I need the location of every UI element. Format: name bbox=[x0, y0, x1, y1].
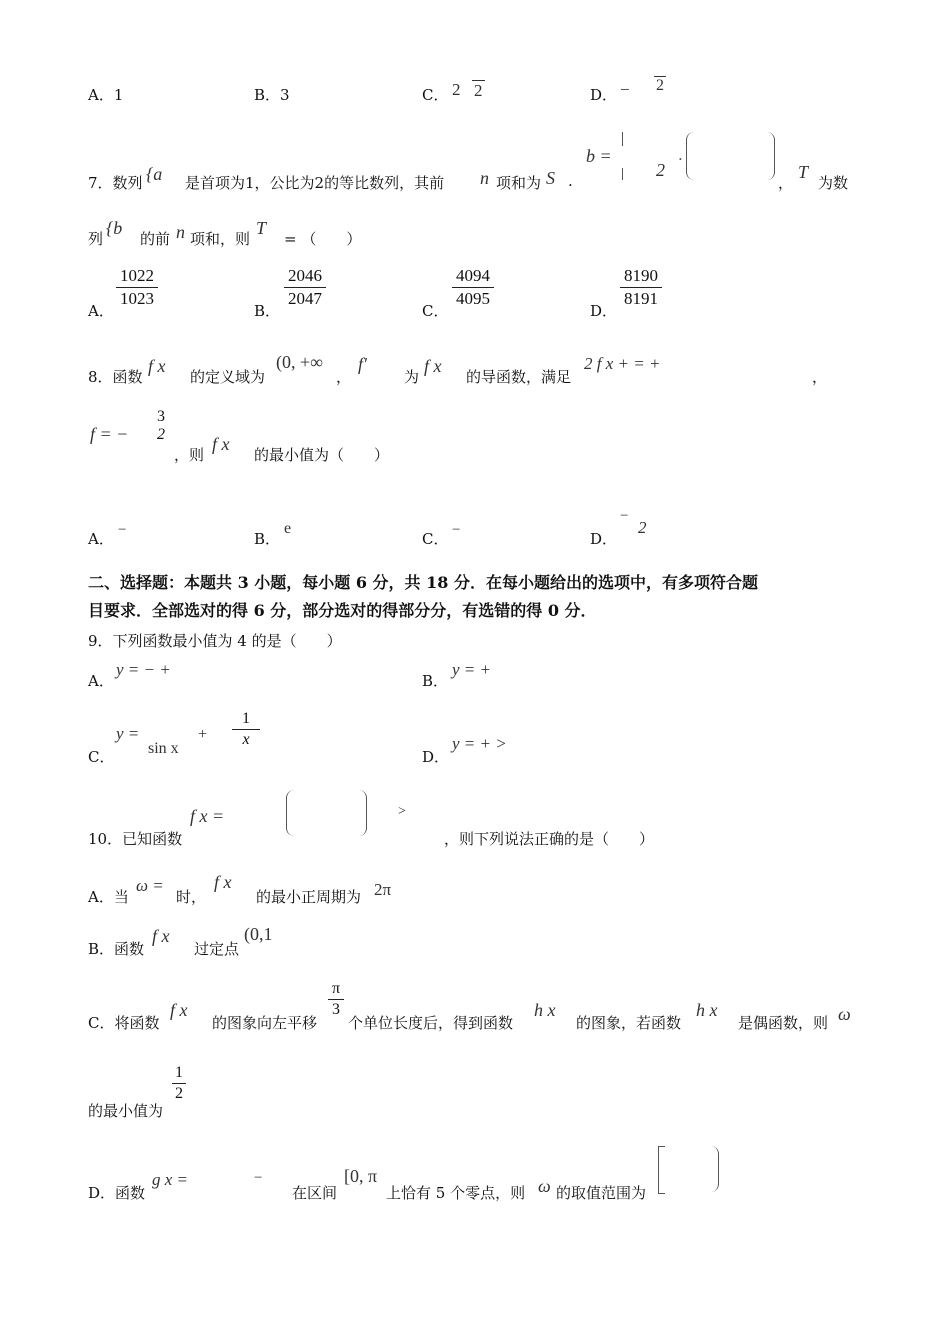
q10-c-label: C．将函数 bbox=[88, 1014, 160, 1032]
q10-lead: 10．已知函数 bbox=[88, 830, 183, 848]
q9-option-b-label: B． bbox=[422, 672, 449, 690]
q10-a-label: A．当 bbox=[88, 888, 129, 906]
q7-option-b-denominator: 2047 bbox=[288, 289, 322, 308]
fraction-bar bbox=[328, 999, 344, 1000]
q7-eq-paren: = （ ） bbox=[284, 230, 362, 248]
q7-option-c-label: C． bbox=[422, 302, 449, 320]
q10-left-paren bbox=[286, 790, 295, 836]
q10-end: ，则下列说法正确的是（ ） bbox=[444, 830, 655, 848]
q7-left-paren bbox=[686, 132, 695, 180]
q7-n1: n bbox=[480, 168, 489, 188]
q7-option-a-denominator: 1023 bbox=[120, 289, 154, 308]
q8-option-c-label: C． bbox=[422, 530, 449, 548]
q10-d-minus: − bbox=[254, 1170, 263, 1186]
q10-c-half-numerator: 1 bbox=[175, 1064, 183, 1081]
q6-option-d-value: − bbox=[620, 80, 630, 99]
q10-b-mid: 过定点 bbox=[194, 940, 240, 958]
q10-gt: > bbox=[398, 804, 406, 819]
q8-f1: f x bbox=[148, 356, 166, 376]
q8-line2-f: f = − bbox=[90, 424, 129, 444]
q9-option-c-plus: + bbox=[198, 726, 208, 743]
q7-option-d-denominator: 8191 bbox=[624, 289, 658, 308]
q7-option-d-label: D． bbox=[590, 302, 618, 320]
q7-two: 2 bbox=[656, 160, 665, 180]
q7-seq-b: {b bbox=[106, 218, 123, 238]
q7-T2: T bbox=[256, 218, 267, 238]
q10-c-t1: 的图象向左平移 bbox=[212, 1014, 318, 1032]
q8-option-b-label: B． bbox=[254, 530, 281, 548]
q10-d-left-bracket bbox=[658, 1146, 665, 1194]
q8-option-a-label: A． bbox=[88, 530, 114, 548]
fraction-bar bbox=[172, 1083, 186, 1084]
q10-f-def: f x = bbox=[190, 806, 225, 826]
q8-comma2: ， bbox=[812, 368, 828, 386]
q7-S: S bbox=[546, 168, 555, 188]
q7-option-d-fraction bbox=[620, 266, 662, 309]
q7-option-b-label: B． bbox=[254, 302, 281, 320]
q10-c-h: h x bbox=[534, 1000, 556, 1020]
q9-option-c-fraction bbox=[232, 710, 260, 749]
q10-c-pi: π bbox=[331, 980, 341, 997]
q7-desc4: 为数 bbox=[818, 174, 849, 192]
q7-bar-top bbox=[622, 132, 623, 146]
q10-c-f: f x bbox=[170, 1000, 188, 1020]
q9-option-c-numerator: 1 bbox=[242, 710, 250, 727]
q7-desc2: 项和为 bbox=[496, 174, 542, 192]
q7-desc1: 是首项为1，公比为2的等比数列，其前 bbox=[185, 174, 445, 192]
q10-d-t2: 上恰有 5 个零点，则 bbox=[386, 1184, 526, 1202]
q7-option-c-numerator: 4094 bbox=[456, 266, 490, 285]
q7-seq-a: {a bbox=[146, 164, 163, 184]
q10-d-label: D．函数 bbox=[88, 1184, 146, 1202]
q10-c-t2: 个单位长度后，得到函数 bbox=[348, 1014, 514, 1032]
q10-c-h2: h x bbox=[696, 1000, 718, 1020]
q7-bar-bottom bbox=[622, 168, 623, 180]
q10-right-paren bbox=[358, 790, 367, 836]
q8-option-b-value: e bbox=[284, 520, 292, 537]
q10-a-period: 2π bbox=[374, 880, 392, 899]
q8-line2-denominator: 2 bbox=[157, 426, 165, 443]
q10-c-t3: 的图象，若函数 bbox=[576, 1014, 682, 1032]
q7-option-b-numerator: 2046 bbox=[288, 266, 322, 285]
q9-option-c-denominator: x bbox=[242, 731, 250, 748]
q8-t1: 的定义域为 bbox=[190, 368, 266, 386]
q8-option-c-value: − bbox=[452, 522, 461, 538]
q8-t3: 的导函数，满足 bbox=[466, 368, 572, 386]
q8-t2: 为 bbox=[404, 368, 420, 386]
fraction-bar bbox=[620, 287, 662, 288]
q7-right-paren bbox=[766, 132, 775, 180]
q10-a-mid: 时， bbox=[176, 888, 207, 906]
q10-d-g: g x = bbox=[152, 1170, 189, 1189]
q10-a-end: 的最小正周期为 bbox=[256, 888, 362, 906]
q7-option-c-fraction bbox=[452, 266, 494, 309]
q7-option-d-numerator: 8190 bbox=[624, 266, 658, 285]
q9-option-c-label: C． bbox=[88, 748, 115, 766]
q6-option-d-label: D． bbox=[590, 86, 618, 104]
q7-desc3: ， bbox=[778, 174, 794, 192]
fraction-bar bbox=[284, 287, 326, 288]
q8-line2-end: 的最小值为（ ） bbox=[254, 446, 390, 464]
q8-option-a-value: − bbox=[118, 522, 127, 538]
q10-c-fraction bbox=[328, 980, 344, 1019]
q8-condition: 2 f x + = + bbox=[584, 354, 661, 373]
q6-option-a: A．1 bbox=[88, 86, 124, 104]
q9-option-d-expr: y = + > bbox=[452, 734, 507, 753]
q9-option-a-label: A． bbox=[88, 672, 114, 690]
q8-lead: 8．函数 bbox=[88, 368, 143, 386]
q9-option-a-expr: y = − + bbox=[116, 660, 171, 679]
q7-b-eq: b = bbox=[586, 146, 612, 166]
q10-d-interval: [0, π bbox=[344, 1166, 378, 1186]
q10-c-three: 3 bbox=[332, 1001, 340, 1018]
q9-option-c-expr: y = bbox=[116, 724, 140, 743]
q6-option-c-radical: 2 bbox=[474, 81, 483, 100]
q6-option-c-value: 2 bbox=[452, 80, 461, 99]
q7-dot: . bbox=[568, 172, 573, 190]
q6-option-b: B．3 bbox=[254, 86, 290, 104]
q8-line2-then: ，则 bbox=[174, 446, 205, 464]
q10-c-half bbox=[172, 1064, 186, 1103]
q6-option-c-label: C． bbox=[422, 86, 449, 104]
q9-option-c-sin: sin x bbox=[148, 740, 179, 757]
q9-option-b-expr: y = + bbox=[452, 660, 491, 679]
q8-line2-fraction bbox=[154, 408, 168, 444]
q8-option-d-label: D． bbox=[590, 530, 618, 548]
q9-stem: 9．下列函数最小值为 4 的是（ ） bbox=[88, 632, 342, 650]
q7-line2-mid: 的前 bbox=[140, 230, 171, 248]
q7-option-b-fraction bbox=[284, 266, 326, 309]
q10-d-omega: ω bbox=[538, 1176, 551, 1196]
q8-line2-numerator: 3 bbox=[157, 408, 165, 425]
q10-d-t3: 的取值范围为 bbox=[556, 1184, 647, 1202]
section2-heading-line1: 二、选择题：本题共 3 小题，每小题 6 分，共 18 分．在每小题给出的选项中，有多项符合题 bbox=[88, 573, 758, 592]
q10-a-omega: ω = bbox=[136, 876, 164, 895]
q10-b-f: f x bbox=[152, 926, 170, 946]
q8-comma1: ， bbox=[336, 368, 352, 386]
q9-option-d-label: D． bbox=[422, 748, 450, 766]
q10-b-label: B．函数 bbox=[88, 940, 145, 958]
q8-f2: f x bbox=[424, 356, 442, 376]
q7-option-a-fraction bbox=[116, 266, 158, 309]
q8-option-d-denominator: 2 bbox=[638, 518, 647, 537]
q10-d-right-paren bbox=[710, 1146, 719, 1192]
q7-line2-end: 项和，则 bbox=[190, 230, 251, 248]
section2-heading-line2: 目要求．全部选对的得 6 分，部分选对的得部分分，有选错的得 0 分． bbox=[88, 601, 597, 620]
q10-b-point: (0,1 bbox=[244, 924, 273, 944]
fraction-bar bbox=[116, 287, 158, 288]
q7-n2: n bbox=[176, 222, 185, 242]
q10-d-t1: 在区间 bbox=[292, 1184, 338, 1202]
q7-lead: 7．数列 bbox=[88, 174, 143, 192]
q7-option-a-label: A． bbox=[88, 302, 114, 320]
q7-option-c-denominator: 4095 bbox=[456, 289, 490, 308]
fraction-bar bbox=[232, 729, 260, 730]
q10-c-t4: 是偶函数，则 bbox=[738, 1014, 829, 1032]
q10-c-omega: ω bbox=[838, 1004, 851, 1024]
q7-line2-lead: 列 bbox=[88, 230, 104, 248]
q8-f3: f x bbox=[212, 434, 230, 454]
q7-option-a-numerator: 1022 bbox=[120, 266, 154, 285]
fraction-bar bbox=[452, 287, 494, 288]
q10-c-line2: 的最小值为 bbox=[88, 1102, 164, 1120]
q7-T: T bbox=[798, 162, 809, 182]
q10-c-half-denominator: 2 bbox=[175, 1085, 183, 1102]
q6-option-d-radical: 2 bbox=[656, 77, 664, 94]
q8-fprime: f′ bbox=[358, 354, 367, 374]
q8-option-d-value: − bbox=[620, 508, 629, 524]
q10-a-f: f x bbox=[214, 872, 232, 892]
q8-domain: (0, +∞ bbox=[276, 352, 323, 372]
q7-dot-op: · bbox=[678, 150, 683, 168]
